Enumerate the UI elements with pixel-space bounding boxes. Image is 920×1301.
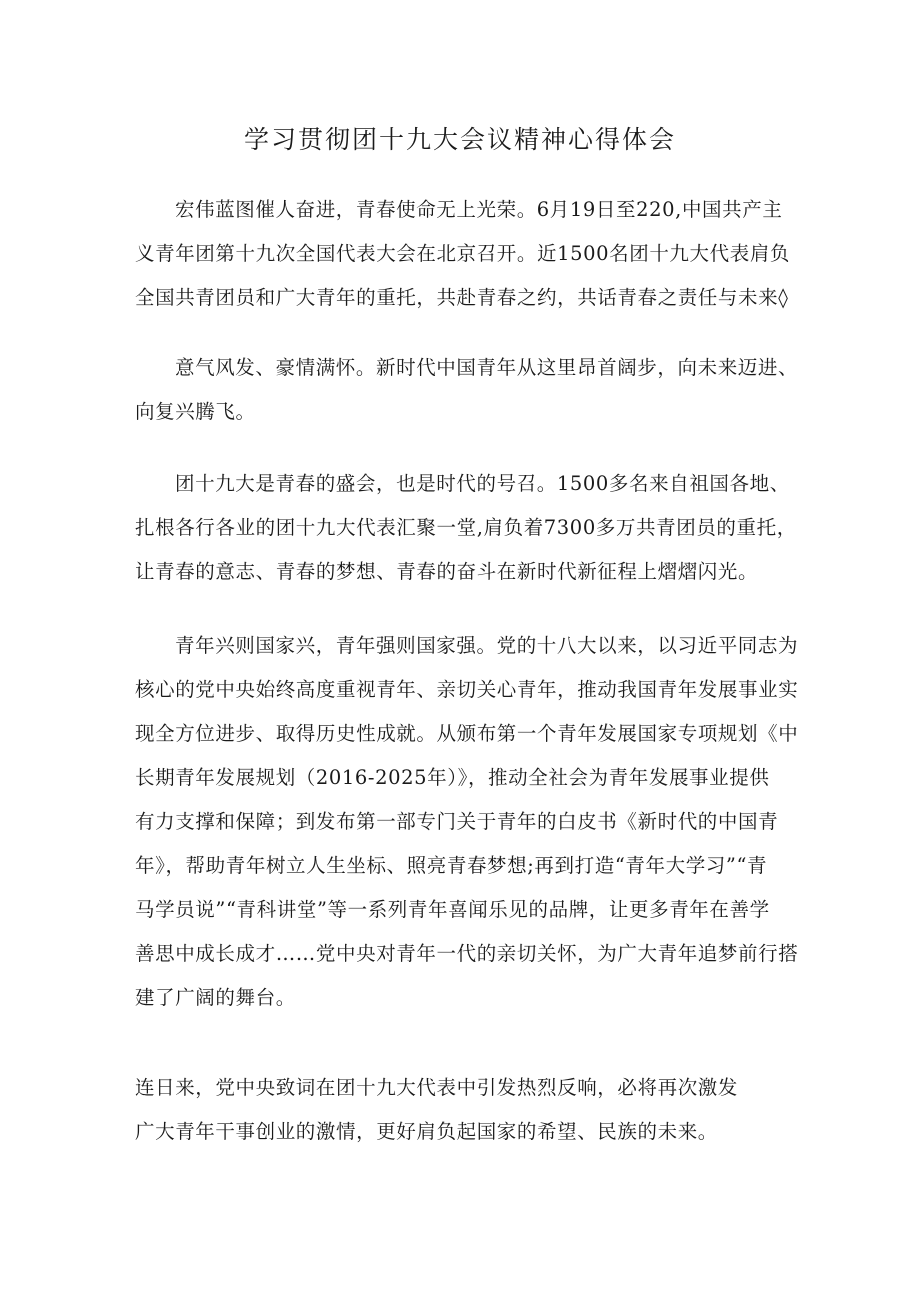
paragraph-line: 年》，帮助青年树立人生坐标、照亮青春梦想;再到打造“青年大学习”“青 bbox=[135, 854, 768, 877]
paragraph-line: 连日来，党中央致词在团十九大代表中引发热烈反响，必将再次激发 bbox=[135, 1076, 739, 1099]
paragraph-3 bbox=[135, 462, 815, 594]
paragraph-line: 核心的党中央始终高度重视青年、亲切关心青年，推动我国青年发展事业实 bbox=[135, 678, 799, 701]
paragraph-line: 马学员说”“青科讲堂”等一系列青年喜闻乐见的品牌，让更多青年在善学 bbox=[135, 898, 770, 921]
paragraph-line: 长期青年发展规划（2016-2025年）》，推动全社会为青年发展事业提供 bbox=[135, 766, 770, 789]
paragraph-5 bbox=[135, 1066, 815, 1154]
paragraph-line: 宏伟蓝图催人奋进，青春使命无上光荣。6月19日至220,中国共产主 bbox=[175, 198, 783, 221]
paragraph-line: 建了广阔的舞台。 bbox=[135, 986, 296, 1009]
paragraph-line: 现全方位进步、取得历史性成就。从颁布第一个青年发展国家专项规划《中 bbox=[135, 722, 799, 745]
paragraph-line: 义青年团第十九次全国代表大会在北京召开。近1500名团十九大代表肩负 bbox=[135, 242, 791, 265]
paragraph-line: 团十九大是青春的盛会，也是时代的号召。1500多名来自祖国各地、 bbox=[175, 472, 790, 495]
paragraph-line: 全国共青团员和广大青年的重托，共赴青春之约，共话青春之责任与未来◊ bbox=[135, 286, 789, 309]
paragraph-line: 善思中成长成才……党中央对青年一代的亲切关怀，为广大青年追梦前行搭 bbox=[135, 942, 799, 965]
paragraph-line: 有力支撑和保障；到发布第一部专门关于青年的白皮书《新时代的中国青 bbox=[135, 810, 779, 833]
paragraph-4 bbox=[135, 624, 815, 1020]
paragraph-line: 让青春的意志、青春的梦想、青春的奋斗在新时代新征程上熠熠闪光。 bbox=[135, 560, 759, 583]
paragraph-line: 向复兴腾飞。 bbox=[135, 400, 256, 423]
paragraph-line: 广大青年干事创业的激情，更好肩负起国家的希望、民族的未来。 bbox=[135, 1120, 718, 1143]
paragraph-2 bbox=[135, 346, 815, 434]
paragraph-1 bbox=[135, 188, 815, 320]
paragraph-line: 扎根各行各业的团十九大代表汇聚一堂,肩负着7300多万共青团员的重托， bbox=[135, 516, 797, 539]
paragraph-line: 青年兴则国家兴，青年强则国家强。党的十八大以来，以习近平同志为 bbox=[175, 634, 799, 657]
paragraph-line: 意气风发、豪情满怀。新时代中国青年从这里昂首阔步，向未来迈进、 bbox=[175, 356, 799, 379]
document-title: 学习贯彻团十九大会议精神心得体会 bbox=[243, 125, 676, 154]
